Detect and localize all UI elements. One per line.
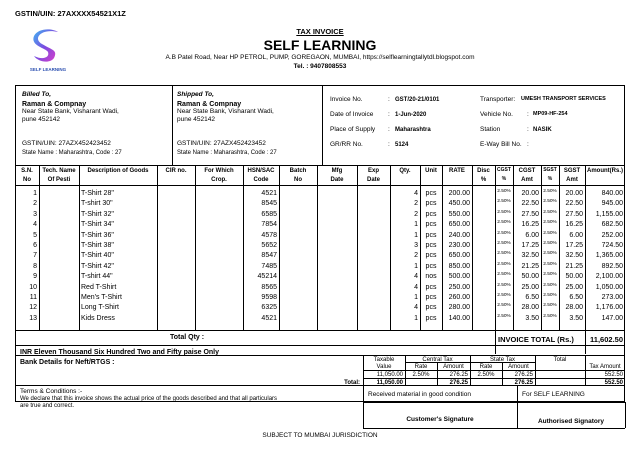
cell-sno: 12 bbox=[29, 304, 37, 312]
cell-cgstamt: 6.00 bbox=[525, 231, 539, 239]
eway-label: E-Way Bill No. bbox=[480, 141, 522, 148]
customer-signature: Customer's Signature bbox=[406, 416, 474, 423]
cell-unit: pcs bbox=[425, 200, 437, 208]
cell-cgstamt: 28.00 bbox=[521, 304, 539, 312]
cell-cgstamt: 27.50 bbox=[521, 210, 539, 218]
cell-cgst: 2.50% bbox=[497, 189, 511, 194]
cell-desc: T-Shirt 32" bbox=[81, 210, 114, 218]
cell-rate: 200.00 bbox=[448, 190, 470, 197]
shipped-to-addr2: pune 452142 bbox=[177, 116, 215, 123]
station: NASIK bbox=[533, 127, 552, 133]
billed-to-name: Raman & Compnay bbox=[22, 101, 87, 108]
table-row bbox=[15, 240, 625, 251]
shipped-to-state: State Name : Maharashtra, Code : 27 bbox=[177, 150, 277, 156]
cell-rate: 280.00 bbox=[448, 304, 470, 312]
cell-rate: 500.00 bbox=[448, 273, 470, 281]
cell-sno: 2 bbox=[33, 200, 37, 208]
cell-hsn: 6325 bbox=[261, 304, 277, 312]
shipped-to-name: Raman & Compnay bbox=[177, 101, 242, 108]
cell-rate: 850.00 bbox=[448, 262, 470, 270]
amount-in-words: INR Eleven Thousand Six Hundred Two and Fifty paise Only bbox=[20, 349, 220, 356]
cell-desc: T-Shirt 36" bbox=[81, 231, 114, 239]
cell-qty: 1 bbox=[414, 314, 418, 322]
cell-sgst: 2.50% bbox=[543, 230, 557, 236]
cell-cgstamt: 3.50 bbox=[525, 314, 539, 322]
cell-sgst: 2.50% bbox=[543, 220, 557, 226]
cell-cgst: 2.50% bbox=[497, 293, 511, 298]
billed-to-gstin: GSTIN/UIN: 27AZX452423452 bbox=[22, 140, 111, 147]
table-row bbox=[15, 282, 625, 293]
company-logo bbox=[28, 26, 68, 66]
cell-qty: 2 bbox=[414, 200, 418, 208]
total-qty-label: Total Qty : bbox=[170, 334, 205, 341]
cell-sno: 13 bbox=[29, 314, 37, 322]
table-row bbox=[15, 271, 625, 282]
cell-amount: 252.00 bbox=[601, 231, 623, 239]
cell-amount: 945.00 bbox=[601, 200, 623, 208]
cell-unit: pcs bbox=[425, 242, 437, 249]
cell-sno: 7 bbox=[33, 252, 37, 260]
table-row bbox=[15, 261, 625, 272]
cell-sno: 11 bbox=[29, 294, 37, 301]
cell-qty: 2 bbox=[414, 210, 418, 218]
cell-amount: 682.50 bbox=[601, 221, 623, 229]
billed-to-heading: Billed To, bbox=[22, 91, 52, 98]
cell-sgst: 2.50% bbox=[543, 199, 557, 205]
cell-cgst: 2.50% bbox=[497, 282, 511, 288]
cell-hsn: 9598 bbox=[261, 294, 277, 301]
table-row bbox=[15, 230, 625, 241]
cell-hsn: 8545 bbox=[261, 200, 277, 208]
cell-sgstamt: 20.00 bbox=[565, 190, 583, 197]
cell-desc: Long T-Shirt bbox=[81, 304, 120, 312]
cell-qty: 3 bbox=[414, 242, 418, 249]
shipped-to-gstin: GSTIN/UIN: 27AZX452423452 bbox=[177, 140, 266, 147]
table-row bbox=[15, 209, 625, 220]
cell-hsn: 4521 bbox=[261, 314, 277, 322]
cell-sgstamt: 6.50 bbox=[569, 294, 583, 301]
cell-amount: 2,100.00 bbox=[595, 273, 623, 281]
cell-sno: 3 bbox=[33, 210, 37, 218]
cell-cgstamt: 21.25 bbox=[521, 262, 539, 270]
cell-rate: 450.00 bbox=[448, 200, 470, 208]
cell-cgstamt: 32.50 bbox=[521, 252, 539, 260]
cell-qty: 4 bbox=[414, 283, 418, 291]
transporter-label: Transporter: bbox=[480, 96, 516, 103]
cell-hsn: 4521 bbox=[261, 190, 277, 197]
cell-hsn: 6585 bbox=[261, 210, 277, 218]
cell-amount: 1,365.00 bbox=[595, 252, 623, 260]
cell-sno: 4 bbox=[33, 221, 37, 229]
table-row bbox=[15, 188, 625, 199]
cell-cgstamt: 50.00 bbox=[521, 273, 539, 281]
cell-rate: 250.00 bbox=[448, 283, 470, 291]
table-row bbox=[15, 250, 625, 261]
cell-sgstamt: 3.50 bbox=[569, 314, 583, 322]
terms-label: Terms & Conditions :- bbox=[20, 388, 83, 395]
shipped-to-addr1: Near State Bank, Visharant Wadi, bbox=[177, 108, 274, 115]
bank-details-label: Bank Details for Neft/RTGS : bbox=[20, 359, 115, 366]
cell-sno: 6 bbox=[33, 242, 37, 249]
company-name: SELF LEARNING bbox=[263, 37, 377, 53]
cell-cgstamt: 20.00 bbox=[521, 190, 539, 197]
cell-qty: 1 bbox=[414, 262, 418, 270]
invoice-no-label: Invoice No. bbox=[330, 96, 363, 103]
cell-sgstamt: 50.00 bbox=[565, 273, 583, 281]
cell-unit: pcs bbox=[425, 210, 437, 218]
table-row bbox=[15, 198, 625, 209]
cell-qty: 4 bbox=[414, 190, 418, 197]
table-row bbox=[15, 313, 625, 324]
logo-text: SELF LEARNING bbox=[29, 67, 67, 72]
cell-cgst: 2.50% bbox=[497, 272, 511, 278]
cell-desc: T-Shirt 42" bbox=[81, 262, 114, 270]
cell-sgst: 2.50% bbox=[543, 303, 557, 309]
cell-cgst: 2.50% bbox=[497, 313, 511, 319]
cell-amount: 273.00 bbox=[601, 294, 623, 301]
cell-amount: 1,176.00 bbox=[595, 304, 623, 312]
cell-sgstamt: 25.00 bbox=[565, 283, 583, 291]
cell-desc: T-Shirt 34" bbox=[81, 221, 114, 229]
cell-sno: 9 bbox=[33, 273, 37, 281]
cell-rate: 650.00 bbox=[448, 221, 470, 229]
cell-hsn: 45214 bbox=[257, 273, 277, 281]
cell-rate: 260.00 bbox=[448, 294, 470, 301]
cell-cgst: 2.50% bbox=[497, 303, 511, 309]
cell-desc: T-shirt 30" bbox=[81, 200, 113, 208]
place-of-supply: Maharashtra bbox=[395, 127, 431, 133]
cell-sgstamt: 32.50 bbox=[565, 252, 583, 260]
cell-amount: 892.50 bbox=[601, 262, 623, 270]
cell-qty: 1 bbox=[414, 294, 418, 301]
cell-sgstamt: 16.25 bbox=[565, 221, 583, 229]
company-tel: Tel. : 9407808553 bbox=[293, 63, 347, 70]
cell-sno: 1 bbox=[33, 190, 37, 197]
cell-qty: 4 bbox=[414, 273, 418, 281]
cell-unit: pcs bbox=[425, 262, 437, 270]
cell-sgst: 2.50% bbox=[543, 189, 557, 194]
cell-cgst: 2.50% bbox=[497, 199, 511, 205]
billed-to-addr2: pune 452142 bbox=[22, 116, 60, 123]
cell-qty: 2 bbox=[414, 252, 418, 260]
table-row bbox=[15, 302, 625, 313]
gr-label: GR/RR No. bbox=[330, 141, 363, 148]
cell-amount: 1,050.00 bbox=[595, 283, 623, 291]
cell-cgst: 2.50% bbox=[497, 209, 511, 215]
cell-desc: Red T-Shirt bbox=[81, 283, 117, 291]
cell-qty: 4 bbox=[414, 304, 418, 312]
company-address: A.B Patel Road, Near HP PETROL, PUMP, GOREGAON, MUMBAI, https://selflearningtallytdl.blogspot.com bbox=[165, 54, 475, 61]
cell-desc: Men's T-Shirt bbox=[81, 294, 122, 301]
cell-cgstamt: 25.00 bbox=[521, 283, 539, 291]
invoice-total-label: INVOICE TOTAL (Rs.) bbox=[498, 335, 574, 344]
cell-unit: pcs bbox=[425, 283, 437, 291]
cell-hsn: 4578 bbox=[261, 231, 277, 239]
table-row bbox=[15, 292, 625, 303]
for-company: For SELF LEARNING bbox=[522, 391, 585, 398]
cell-unit: pcs bbox=[425, 252, 437, 260]
cell-amount: 147.00 bbox=[601, 314, 623, 322]
cell-cgst: 2.50% bbox=[497, 220, 511, 226]
authorised-signatory: Authorised Signatory bbox=[537, 418, 605, 425]
cell-unit: pcs bbox=[425, 294, 437, 301]
cell-sno: 5 bbox=[33, 231, 37, 239]
cell-rate: 650.00 bbox=[448, 252, 470, 260]
cell-desc: Kids Dress bbox=[81, 314, 115, 322]
cell-sgstamt: 28.00 bbox=[565, 304, 583, 312]
cell-hsn: 7485 bbox=[261, 262, 277, 270]
cell-sgst: 2.50% bbox=[543, 282, 557, 288]
cell-sgst: 2.50% bbox=[543, 209, 557, 215]
vehicle-no: MP09-HF-254 bbox=[533, 111, 568, 117]
cell-rate: 230.00 bbox=[448, 242, 470, 249]
billed-to-addr1: Near State Bank, Visharant Wadi, bbox=[22, 108, 119, 115]
cell-sgstamt: 27.50 bbox=[565, 210, 583, 218]
cell-unit: nos bbox=[425, 273, 437, 281]
cell-sno: 8 bbox=[33, 262, 37, 270]
invoice-total: 11,602.50 bbox=[590, 335, 623, 344]
cell-amount: 724.50 bbox=[601, 242, 623, 249]
cell-unit: pcs bbox=[425, 314, 437, 322]
cell-sgstamt: 21.25 bbox=[565, 262, 583, 270]
cell-sgst: 2.50% bbox=[543, 313, 557, 319]
cell-cgstamt: 16.25 bbox=[521, 221, 539, 229]
cell-hsn: 8547 bbox=[261, 252, 277, 260]
cell-qty: 1 bbox=[414, 231, 418, 239]
cell-rate: 550.00 bbox=[448, 210, 470, 218]
cell-unit: pcs bbox=[425, 190, 437, 197]
header-gstin: GSTIN/UIN: 27AXXXX54521X1Z bbox=[15, 9, 126, 18]
invoice-date-label: Date of Invoice bbox=[330, 111, 374, 118]
cell-cgstamt: 22.50 bbox=[521, 200, 539, 208]
cell-cgst: 2.50% bbox=[497, 261, 511, 267]
cell-sgstamt: 17.25 bbox=[565, 242, 583, 249]
cell-sgstamt: 22.50 bbox=[565, 200, 583, 208]
doc-title: TAX INVOICE bbox=[296, 27, 344, 36]
cell-desc: T-Shirt 40" bbox=[81, 252, 114, 260]
vehicle-label: Vehicle No. bbox=[480, 111, 513, 118]
cell-sgst: 2.50% bbox=[543, 293, 557, 298]
cell-cgstamt: 6.50 bbox=[525, 294, 539, 301]
shipped-to-heading: Shipped To, bbox=[177, 91, 214, 98]
billed-to-state: State Name : Maharashtra, Code : 27 bbox=[22, 150, 122, 156]
transporter: UMESH TRANSPORT SERVICES bbox=[521, 96, 606, 102]
table-row bbox=[15, 219, 625, 230]
cell-amount: 1,155.00 bbox=[595, 210, 623, 218]
cell-desc: T-Shirt 38" bbox=[81, 242, 114, 249]
cell-qty: 1 bbox=[414, 221, 418, 229]
cell-hsn: 7854 bbox=[261, 221, 277, 229]
cell-hsn: 5652 bbox=[261, 242, 277, 249]
cell-rate: 240.00 bbox=[448, 231, 470, 239]
cell-desc: T-shirt 44" bbox=[81, 273, 113, 281]
invoice-no: GST/20-21/0101 bbox=[395, 97, 440, 103]
cell-desc: T-Shirt 28" bbox=[81, 190, 114, 197]
cell-cgstamt: 17.25 bbox=[521, 242, 539, 249]
cell-rate: 140.00 bbox=[448, 314, 470, 322]
invoice-date: 1-Jun-2020 bbox=[395, 112, 427, 118]
terms-text-2: are true and correct. bbox=[20, 403, 75, 409]
cell-cgst: 2.50% bbox=[497, 251, 511, 257]
cell-cgst: 2.50% bbox=[497, 241, 511, 246]
cell-unit: pcs bbox=[425, 221, 437, 229]
cell-amount: 840.00 bbox=[601, 190, 623, 197]
cell-sno: 10 bbox=[29, 283, 37, 291]
cell-unit: pcs bbox=[425, 231, 437, 239]
terms-text-1: We declare that this invoice shows the actual price of the goods described and that all particulars bbox=[20, 396, 278, 402]
station-label: Station bbox=[480, 126, 501, 133]
cell-unit: pcs bbox=[425, 304, 437, 312]
cell-cgst: 2.50% bbox=[497, 230, 511, 236]
cell-sgstamt: 6.00 bbox=[569, 231, 583, 239]
place-label: Place of Supply bbox=[330, 126, 376, 133]
cell-hsn: 8565 bbox=[261, 283, 277, 291]
cell-sgst: 2.50% bbox=[543, 272, 557, 278]
cell-sgst: 2.50% bbox=[543, 251, 557, 257]
cell-sgst: 2.50% bbox=[543, 241, 557, 246]
jurisdiction: SUBJECT TO MUMBAI JURISDICTION bbox=[262, 432, 378, 439]
received-text: Received material in good condition bbox=[368, 391, 471, 398]
gr-no: 5124 bbox=[395, 142, 409, 148]
cell-sgst: 2.50% bbox=[543, 261, 557, 267]
